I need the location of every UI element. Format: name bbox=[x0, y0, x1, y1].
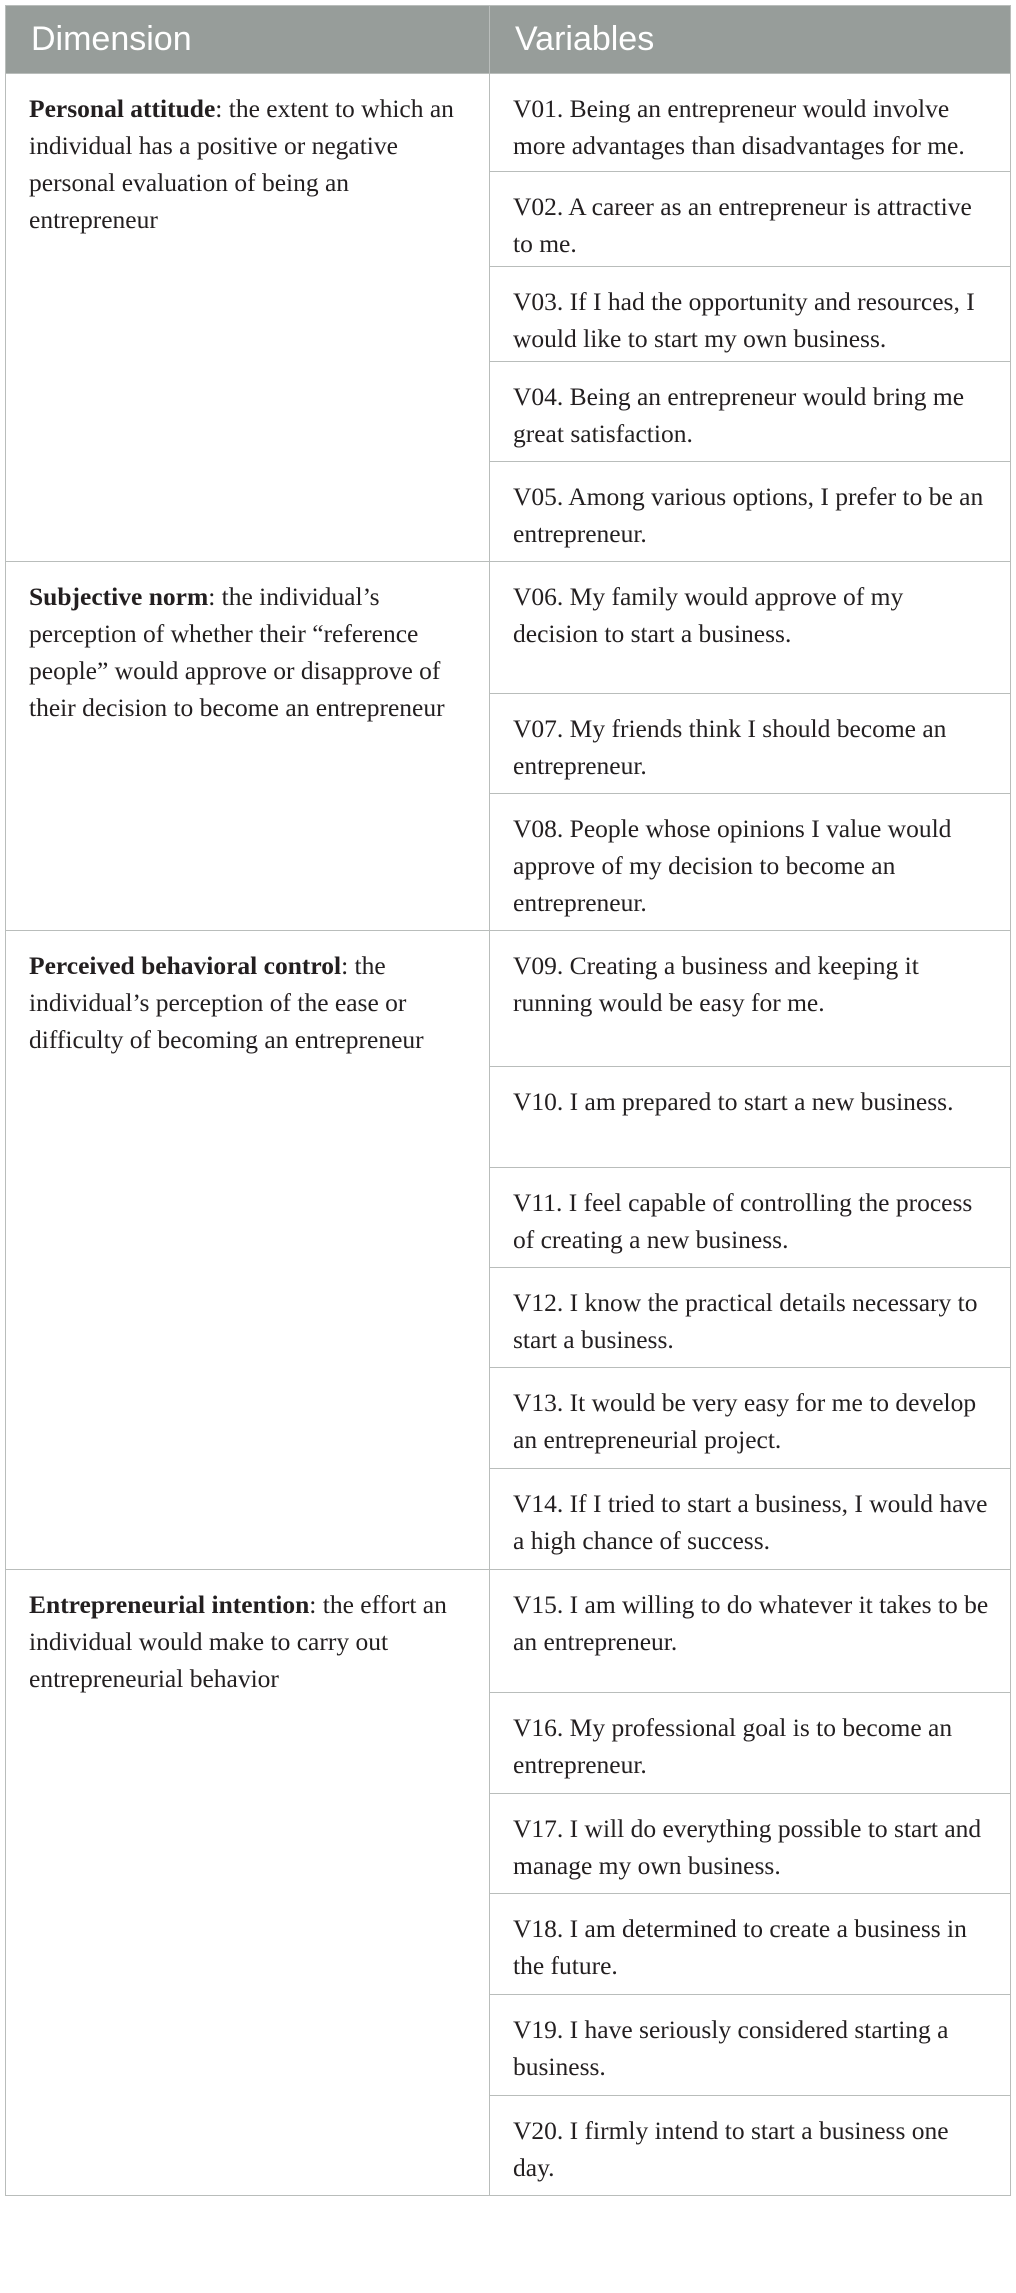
variable-cell: V16. My professional goal is to become an entrepreneur. bbox=[490, 1693, 1011, 1794]
dimension-title: Subjective norm bbox=[29, 582, 209, 611]
variable-cell: V18. I am determined to create a business in the future. bbox=[490, 1894, 1011, 1995]
dimension-description: : the individual’s perception of whether their “reference people” would approve or disapprove of their decision to become an entrepreneur bbox=[29, 582, 445, 722]
table-header bbox=[6, 6, 1011, 74]
variable-cell: V04. Being an entrepreneur would bring me great satisfaction. bbox=[490, 362, 1011, 462]
dimension-cell-personal-attitude bbox=[6, 74, 490, 562]
header-row bbox=[6, 6, 1011, 74]
dimension-title: Personal attitude bbox=[29, 94, 216, 123]
table-row bbox=[6, 74, 1011, 172]
dimension-description: : the effort an individual would make to carry out entrepreneurial behavior bbox=[29, 1590, 447, 1693]
dimension-title: Perceived behavioral control bbox=[29, 951, 342, 980]
variable-cell: V12. I know the practical details necessary to start a business. bbox=[490, 1268, 1011, 1368]
variable-cell: V17. I will do everything possible to start and manage my own business. bbox=[490, 1794, 1011, 1894]
variable-cell: V05. Among various options, I prefer to be an entrepreneur. bbox=[490, 462, 1011, 562]
dimension-cell-perceived-behavioral-control bbox=[6, 931, 490, 1570]
variable-cell: V07. My friends think I should become an entrepreneur. bbox=[490, 694, 1011, 794]
dimension-description: : the individual’s perception of the ease or difficulty of becoming an entrepreneur bbox=[29, 951, 424, 1054]
variable-cell: V19. I have seriously considered starting a business. bbox=[490, 1995, 1011, 2096]
variable-cell: V20. I firmly intend to start a business one day. bbox=[490, 2096, 1011, 2196]
table-row bbox=[6, 562, 1011, 694]
variable-cell: V08. People whose opinions I value would approve of my decision to become an entrepreneur. bbox=[490, 794, 1011, 931]
table-row bbox=[6, 931, 1011, 1067]
variable-cell: V14. If I tried to start a business, I would have a high chance of success. bbox=[490, 1469, 1011, 1570]
header-variables: Variables bbox=[490, 6, 1011, 74]
variables-table bbox=[5, 5, 1010, 2196]
table-body bbox=[6, 74, 1011, 2196]
dimension-cell-entrepreneurial-intention bbox=[6, 1570, 490, 2196]
variable-cell: V15. I am willing to do whatever it takes to be an entrepreneur. bbox=[490, 1570, 1011, 1693]
variable-cell: V03. If I had the opportunity and resources, I would like to start my own business. bbox=[490, 267, 1011, 362]
variable-cell: V02. A career as an entrepreneur is attractive to me. bbox=[490, 172, 1011, 267]
variable-cell: V01. Being an entrepreneur would involve more advantages than disadvantages for me. bbox=[490, 74, 1011, 172]
variable-cell: V11. I feel capable of controlling the process of creating a new business. bbox=[490, 1168, 1011, 1268]
dimension-cell-subjective-norm bbox=[6, 562, 490, 931]
dimension-description: : the extent to which an individual has a positive or negative personal evaluation of being an entrepreneur bbox=[29, 94, 454, 234]
variable-cell: V10. I am prepared to start a new business. bbox=[490, 1067, 1011, 1168]
header-dimension: Dimension bbox=[6, 6, 490, 74]
dimension-variables-table bbox=[5, 5, 1011, 2196]
variable-cell: V13. It would be very easy for me to develop an entrepreneurial project. bbox=[490, 1368, 1011, 1469]
variable-cell: V06. My family would approve of my decision to start a business. bbox=[490, 562, 1011, 694]
table-row bbox=[6, 1570, 1011, 1693]
dimension-title: Entrepreneurial intention bbox=[29, 1590, 310, 1619]
variable-cell: V09. Creating a business and keeping it running would be easy for me. bbox=[490, 931, 1011, 1067]
